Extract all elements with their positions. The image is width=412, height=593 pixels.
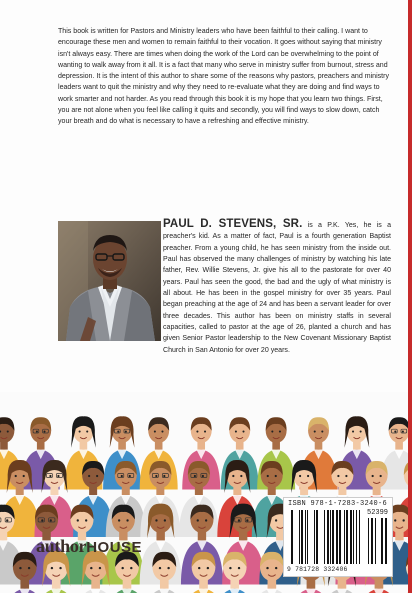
publisher-logo — [36, 536, 142, 557]
author-name: PAUL D. STEVENS, SR. — [163, 218, 303, 230]
barcode-bars — [289, 510, 387, 566]
isbn-barcode — [283, 497, 393, 577]
author-bio-text: is a P.K. Yes, he is a preacher's kid. As a matter of fact, Paul is a fourth generation Baptist preacher. From a young child, he has seen ministry from the inside out. Paul has observed the many challenges of ministry by watching his late father, Rev. Willie Stevens, Jr. give his all to the pastorate for over 40 years. Paul has seen the good, the bad and the ugly of what ministry is all about. He has been in the gospel ministry for over 35 years. Paul began preaching at the age of 24 and has been a servant leader for over three decades. This author has been on ministry staffs in several capacities, called to pastor at the age of 26, planted a church and has given Senior Pastor leadership to the New Covenant Missionary Baptist Church in San Antonio for over 20 years. — [163, 222, 391, 354]
publisher-logo-part2: HOUSE — [86, 539, 143, 556]
spine-edge — [408, 0, 412, 593]
author-bio — [58, 219, 391, 356]
photo-spacer — [58, 219, 163, 345]
intro-paragraph: This book is written for Pastors and Ministry leaders who have been faithful to their calling. I want to encourage these men and women to remain faithful to their vocation. It goes without saying that ministry isn't always easy. There are times when doing the work of the Lord can be overwhelming to the point of wanting to walk away from it all. It is a fact that many who serve in ministry suffer from burnout, stress and depression. It is the intent of this author to share some of the reasons why pastors, preachers and ministry leaders want to quit the ministry and why they need to re-evaluate what they are doing and find ways to work smarter and not harder. As you read through this book it is my hope that you learn two things. First, you are not alone when you feel like calling it quits and secondly, you will find ways to slow down, catch your breath and do what is necessary to have a refreshing and effective ministry. — [58, 28, 389, 126]
price-addon-number: 52399 — [367, 509, 389, 517]
publisher-logo-part1: author — [36, 536, 87, 556]
ean-number: 9 781728 332406 — [287, 566, 348, 573]
isbn-text: ISBN 978-1-7283-3240-6 — [288, 500, 388, 508]
